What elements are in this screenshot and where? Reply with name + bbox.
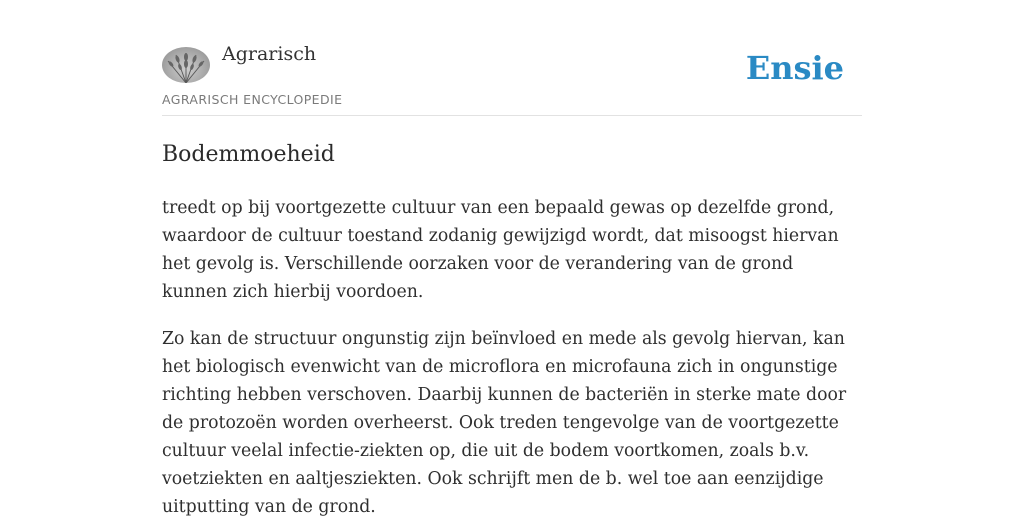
site-name[interactable]: Agrarisch: [222, 43, 317, 65]
page: [162, 0, 862, 521]
page-title: Bodemmoeheid: [162, 142, 335, 167]
article-paragraph: treedt op bij voortgezette cultuur van een bepaald gewas op dezelfde grond, waardoor de cultuur toestand zodanig gewijzigd wordt, dat misoogst hiervan het gevolg is. Verschillende oorzaken voor de verandering van de grond kunnen zich hierbij voordoen.: [162, 198, 839, 302]
article-paragraph: Zo kan de structuur ongunstig zijn beïnvloed en mede als gevolg hiervan, kan het biologisch evenwicht van de microflora en microfauna zich in ongunstige richting hebben verschoven. Daarbij kunnen de bacteriën in sterke mate door de protozoën worden overheerst. Ook treden tengevolge van de voortgezette cultuur veelal infectie-ziekten op, die uit de bodem voortkomen, zoals b.v. voetziekten en aaltjesziekten. Ook schrijft men de b. wel toe aan eenzijdige uitputting van de grond.: [162, 329, 847, 517]
wheat-ears-icon[interactable]: [162, 47, 210, 83]
site-subtitle: AGRARISCH ENCYCLOPEDIE: [162, 92, 343, 107]
site-header: [162, 0, 862, 116]
brand-logo-link[interactable]: Ensie: [745, 49, 844, 87]
